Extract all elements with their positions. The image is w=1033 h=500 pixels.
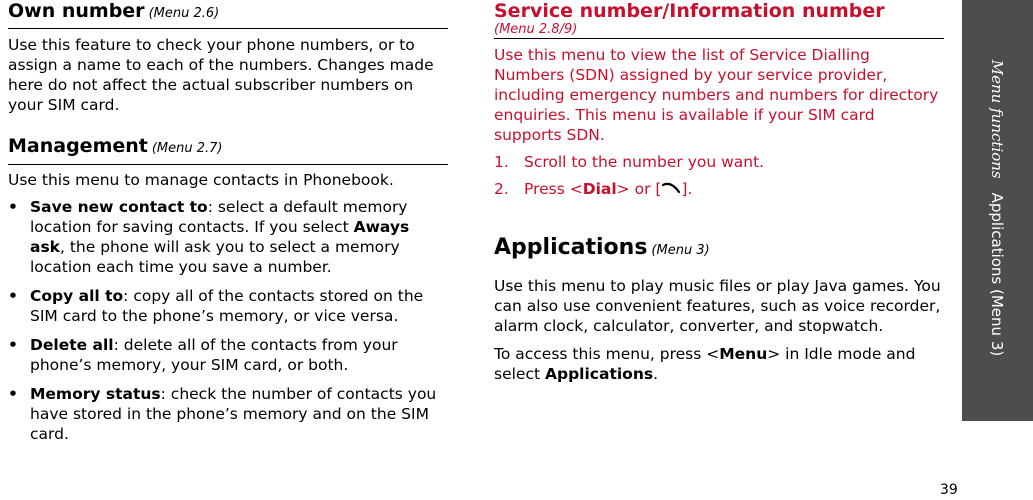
chapter-title: Menu functions	[988, 59, 1006, 179]
own-number-title: Own number	[8, 0, 145, 22]
management-heading	[8, 135, 448, 165]
list-item-term: Copy all to	[30, 287, 124, 305]
applications-title: Applications	[494, 235, 648, 260]
own-number-heading	[8, 0, 448, 29]
call-key-icon	[661, 180, 681, 194]
right-column	[494, 0, 944, 384]
applications-target: Applications	[544, 365, 654, 383]
management-intro: Use this menu to manage contacts in Phonebook.	[8, 171, 394, 189]
service-body: Use this menu to view the list of Service Dialling Numbers (SDN) assigned by your service provider, including emergency numbers and numbers for directory enquiries. This menu is available if your SIM card supports SDN.	[494, 46, 939, 144]
dial-key-label: Dial	[582, 180, 617, 198]
section-title: Applications (Menu 3)	[988, 192, 1006, 357]
left-column	[8, 0, 448, 444]
step-item: 2. Press <Dial> or [ ].	[494, 180, 693, 198]
management-menu-ref: (Menu 2.7)	[151, 141, 223, 156]
list-item: • Save new contact to: select a default memory location for saving contacts. If you select Aways ask, the phone will ask you to select a memory location each time you save a number.	[8, 197, 448, 277]
applications-body: Use this menu to play music files or play Java games. You can also use convenient features, such as voice recorder, alarm clock, calculator, converter, and stopwatch.	[494, 277, 941, 335]
list-item-term: Memory status	[30, 385, 161, 403]
service-steps	[494, 152, 944, 199]
list-item: • Delete all: delete all of the contacts from your phone’s memory, your SIM card, or both.	[8, 335, 448, 375]
own-number-body: Use this feature to check your phone numbers, or to assign a name to each of the numbers. Changes made here do not affect the actual subscriber numbers on your SIM card.	[8, 36, 434, 114]
applications-access: To access this menu, press <Menu> in Idle mode and select Applications.	[494, 345, 916, 383]
applications-heading	[494, 235, 944, 264]
side-tab-label	[988, 60, 1006, 356]
list-item-term: Save new contact to	[30, 198, 208, 216]
menu-key-label: Menu	[719, 345, 768, 363]
service-heading	[494, 0, 944, 39]
list-item: • Memory status: check the number of contacts you have stored in the phone’s memory and on the SIM card.	[8, 384, 448, 444]
list-item: • Copy all to: copy all of the contacts stored on the SIM card to the phone’s memory, or vice versa.	[8, 286, 448, 326]
own-number-menu-ref: (Menu 2.6)	[148, 6, 220, 21]
service-title: Service number/Information number	[494, 0, 885, 22]
list-item-term: Delete all	[30, 336, 114, 354]
step-item: 1. Scroll to the number you want.	[494, 153, 765, 171]
management-title: Management	[8, 135, 148, 157]
management-list	[8, 197, 448, 444]
page-number: 39	[940, 482, 958, 498]
applications-menu-ref: (Menu 3)	[651, 243, 710, 258]
service-menu-ref: (Menu 2.8/9)	[494, 22, 578, 37]
